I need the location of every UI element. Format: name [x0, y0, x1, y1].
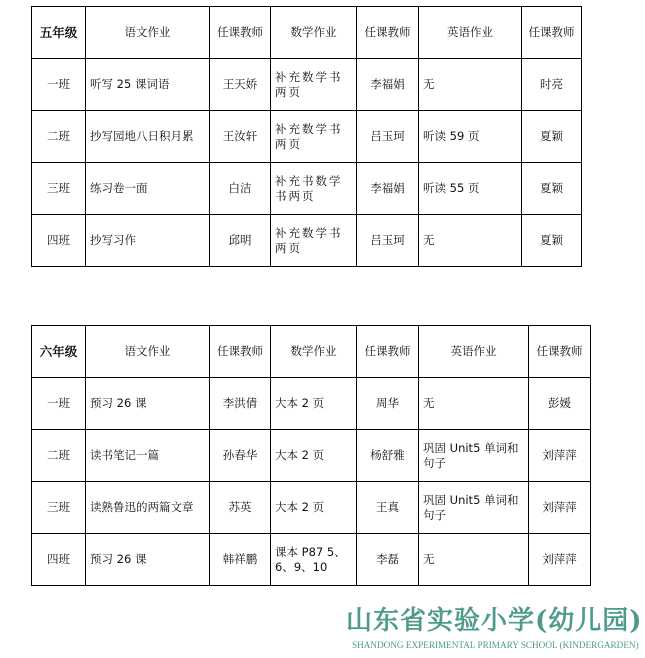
math-teacher: 吕玉珂: [357, 111, 419, 163]
header-english-teacher: 任课教师: [522, 7, 582, 59]
chinese-homework: 预习 26 课: [86, 534, 210, 586]
math-teacher: 周华: [357, 378, 419, 430]
chinese-homework: 听写 25 课词语: [86, 59, 210, 111]
table-row: [32, 215, 582, 267]
math-teacher: 李福娟: [357, 59, 419, 111]
table-row: [32, 59, 582, 111]
class-name: 二班: [32, 430, 86, 482]
chinese-homework: 读熟鲁迅的两篇文章: [86, 482, 210, 534]
english-teacher: 夏颖: [522, 215, 582, 267]
chinese-teacher: 王汝轩: [210, 111, 271, 163]
header-chinese: 语文作业: [86, 326, 210, 378]
english-homework: 无: [419, 378, 529, 430]
math-homework: 补充数学书两页: [271, 215, 357, 267]
header-math: 数学作业: [271, 326, 357, 378]
english-teacher: 刘萍萍: [529, 430, 591, 482]
math-homework: 大本 2 页: [271, 430, 357, 482]
table-row: [32, 111, 582, 163]
chinese-teacher: 王天娇: [210, 59, 271, 111]
chinese-teacher: 孙春华: [210, 430, 271, 482]
header-chinese: 语文作业: [86, 7, 210, 59]
english-homework: 无: [419, 59, 522, 111]
chinese-teacher: 李洪倩: [210, 378, 271, 430]
english-homework: 无: [419, 215, 522, 267]
math-teacher: 李福娟: [357, 163, 419, 215]
english-teacher: 刘萍萍: [529, 534, 591, 586]
chinese-teacher: 白洁: [210, 163, 271, 215]
english-homework: 巩固 Unit5 单词和句子: [419, 430, 529, 482]
class-name: 四班: [32, 215, 86, 267]
table-row: [32, 163, 582, 215]
header-chinese-teacher: 任课教师: [210, 7, 271, 59]
math-homework: 课本 P87 5、6、9、10: [271, 534, 357, 586]
table-row: [32, 430, 591, 482]
class-name: 三班: [32, 163, 86, 215]
class-name: 一班: [32, 59, 86, 111]
chinese-homework: 抄写园地八日积月累: [86, 111, 210, 163]
header-math: 数学作业: [271, 7, 357, 59]
chinese-teacher: 韩祥鹏: [210, 534, 271, 586]
header-english: 英语作业: [419, 326, 529, 378]
grade-label: 六年级: [32, 326, 86, 378]
table-header-row: [32, 7, 582, 59]
math-homework: 大本 2 页: [271, 482, 357, 534]
grade-label: 五年级: [32, 7, 86, 59]
chinese-teacher: 邱明: [210, 215, 271, 267]
table-header-row: [32, 326, 591, 378]
math-homework: 补充数学书两页: [271, 111, 357, 163]
grade6-homework-table: [31, 325, 591, 586]
header-english: 英语作业: [419, 7, 522, 59]
header-math-teacher: 任课教师: [357, 326, 419, 378]
english-homework: 巩固 Unit5 单词和句子: [419, 482, 529, 534]
chinese-homework: 练习卷一面: [86, 163, 210, 215]
class-name: 一班: [32, 378, 86, 430]
grade5-homework-table: [31, 6, 582, 267]
class-name: 三班: [32, 482, 86, 534]
table-row: [32, 534, 591, 586]
math-teacher: 王真: [357, 482, 419, 534]
table-row: [32, 482, 591, 534]
english-homework: 无: [419, 534, 529, 586]
chinese-teacher: 苏英: [210, 482, 271, 534]
school-logo: [340, 600, 643, 656]
english-homework: 听读 59 页: [419, 111, 522, 163]
header-english-teacher: 任课教师: [529, 326, 591, 378]
math-homework: 大本 2 页: [271, 378, 357, 430]
header-chinese-teacher: 任课教师: [210, 326, 271, 378]
math-teacher: 李磊: [357, 534, 419, 586]
chinese-homework: 读书笔记一篇: [86, 430, 210, 482]
class-name: 四班: [32, 534, 86, 586]
class-name: 二班: [32, 111, 86, 163]
english-teacher: 时亮: [522, 59, 582, 111]
chinese-homework: 抄写习作: [86, 215, 210, 267]
school-name-english: SHANDONG EXPERIMENTAL PRIMARY SCHOOL (KINDERGARDEN): [352, 640, 639, 650]
math-homework: 补充数学书两页: [271, 59, 357, 111]
table-row: [32, 378, 591, 430]
math-teacher: 吕玉珂: [357, 215, 419, 267]
math-homework: 补充书数学书两页: [271, 163, 357, 215]
header-math-teacher: 任课教师: [357, 7, 419, 59]
english-teacher: 夏颖: [522, 111, 582, 163]
math-teacher: 杨舒雅: [357, 430, 419, 482]
english-teacher: 夏颖: [522, 163, 582, 215]
school-name-chinese: 山东省实验小学(幼儿园): [346, 606, 643, 636]
english-teacher: 刘萍萍: [529, 482, 591, 534]
english-homework: 听读 55 页: [419, 163, 522, 215]
english-teacher: 彭媛: [529, 378, 591, 430]
chinese-homework: 预习 26 课: [86, 378, 210, 430]
